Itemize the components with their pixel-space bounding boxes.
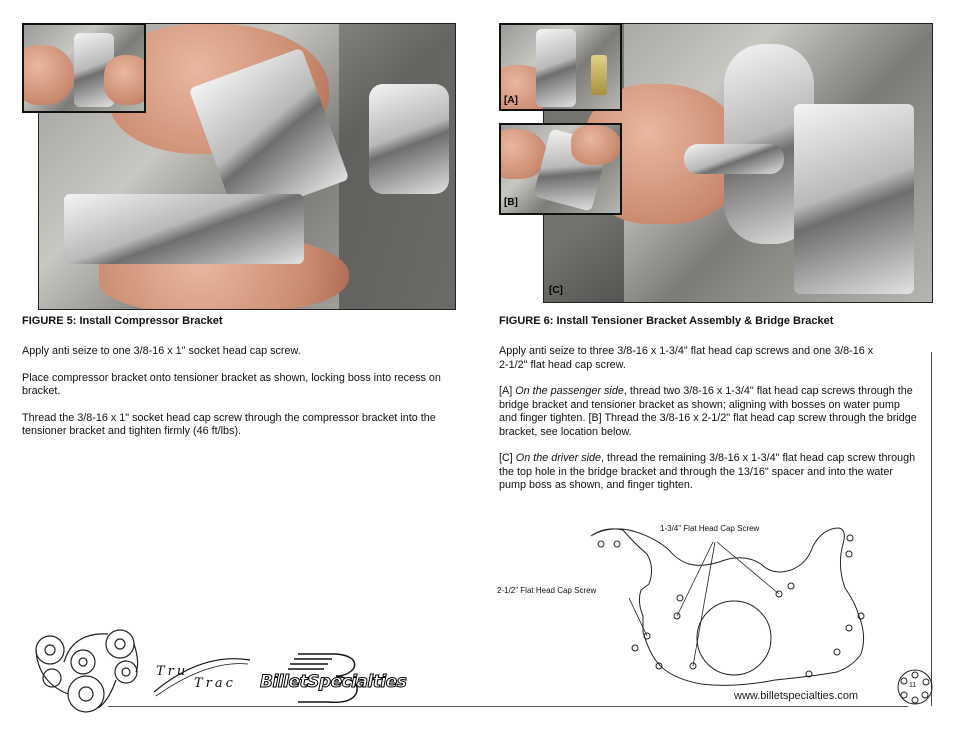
page-number-badge bbox=[896, 668, 934, 706]
diagram-label-flat-head-2-1-2: 2-1/2" Flat Head Cap Screw bbox=[497, 586, 597, 595]
tru-trac-logo-tru-text: Tru bbox=[156, 664, 189, 679]
inset-c-label: [C] bbox=[549, 285, 563, 296]
pulley-system-logo bbox=[28, 622, 146, 714]
bridge-bracket-diagram bbox=[497, 520, 885, 692]
inset-b-label: [B] bbox=[504, 197, 518, 208]
figure-5-instructions bbox=[22, 345, 442, 452]
figure-6-inset-a bbox=[499, 23, 622, 111]
billet-specialties-logo-text: BilletSpecialties bbox=[260, 672, 407, 692]
instruction-step-1: Apply anti seize to one 3/8-16 x 1" socket head cap screw. bbox=[22, 345, 301, 357]
figure-5-inset-photo bbox=[22, 23, 146, 113]
instruction-intro: Apply anti seize to three 3/8-16 x 1-3/4" flat head cap screws and one 3/8-16 x 2-1/2" flat head cap screw. bbox=[499, 345, 874, 371]
figure-6-title: FIGURE 6: Install Tensioner Bracket Assembly & Bridge Bracket bbox=[499, 315, 834, 327]
diagram-label-flat-head-1-3-4: 1-3/4" Flat Head Cap Screw bbox=[660, 524, 760, 533]
figure-6-inset-b bbox=[499, 123, 622, 215]
page-edge-rule bbox=[931, 352, 932, 706]
figure-6-instructions bbox=[499, 345, 919, 506]
tru-trac-logo bbox=[152, 652, 252, 702]
billet-specialties-logo bbox=[258, 650, 418, 706]
page-number: 11 bbox=[909, 682, 917, 689]
instruction-step-2: Place compressor bracket onto tensioner bracket as shown, locking boss into recess on bracket. bbox=[22, 371, 441, 397]
instruction-step-3: Thread the 3/8-16 x 1" socket head cap screw through the compressor bracket into the tensioner bracket and tighten firmly (46 ft/lbs). bbox=[22, 411, 436, 437]
figure-5-title: FIGURE 5: Install Compressor Bracket bbox=[22, 315, 223, 327]
website-url[interactable]: www.billetspecialties.com bbox=[734, 690, 859, 702]
footer-rule bbox=[108, 706, 908, 707]
inset-a-label: [A] bbox=[504, 95, 518, 106]
instruction-passenger-side: [A] On the passenger side, thread two 3/8-16 x 1-3/4" flat head cap screws through the bridge bracket and tensioner bracket as shown; aligning with bosses on water pump and finger tighten. [B] Thread the 3/8-16 x 2-1/2" flat head cap screw through the bridge bracket, see location below. bbox=[499, 385, 917, 438]
instruction-driver-side: [C] On the driver side, thread the remaining 3/8-16 x 1-3/4" flat head cap screw through the top hole in the bridge bracket and through the 13/16" spacer and into the water pump boss as shown, and finger tighten. bbox=[499, 452, 916, 491]
tru-trac-logo-trac-text: Trac bbox=[194, 676, 236, 691]
